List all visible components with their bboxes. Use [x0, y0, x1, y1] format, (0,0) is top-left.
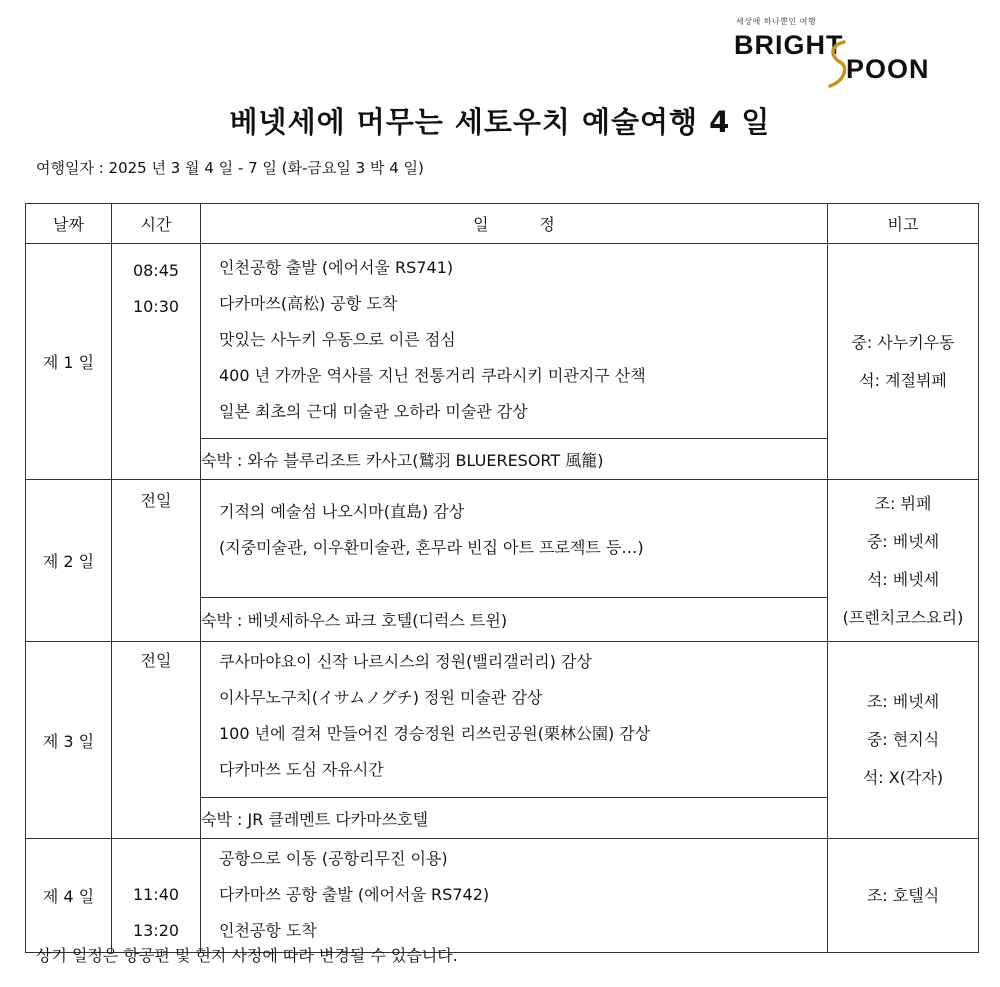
- footer-note: 상기 일정은 항공편 및 현지 사정에 따라 변경될 수 있습니다.: [36, 946, 458, 965]
- note-cell: [828, 480, 979, 642]
- plan-cell: [201, 244, 828, 439]
- note-cell: [828, 839, 979, 953]
- meal-note: 중: 사누키우동: [851, 332, 955, 352]
- plan-item: 다카마쓰 공항 출발 (에어서울 RS742): [219, 885, 490, 904]
- meal-note: 석: 베넷세: [866, 569, 940, 589]
- meal-note: 조: 베넷세: [866, 692, 940, 711]
- meal-note: 중: 베넷세: [866, 531, 940, 551]
- plan-cell: [201, 839, 828, 953]
- trip-date: 여행일자 : 2025 년 3 월 4 일 - 7 일 (화-금요일 3 박 4 일): [36, 159, 424, 177]
- table-row: [26, 839, 979, 953]
- plan-item: 400 년 가까운 역사를 지닌 전통거리 쿠라시키 미관지구 산책: [219, 366, 646, 385]
- note-cell: [828, 244, 979, 480]
- logo-word-poon: POON: [846, 54, 930, 84]
- plan-cell: [201, 480, 828, 598]
- plan-item: 기적의 예술섬 나오시마(直島) 감상: [219, 502, 465, 521]
- time-cell: [112, 642, 201, 839]
- brightspoon-logo: [730, 14, 940, 86]
- plan-item: 다카마쓰(高松) 공항 도착: [219, 294, 398, 313]
- day-label: 제 3 일: [26, 642, 112, 839]
- time-entry: 10:30: [132, 297, 180, 316]
- time-entry: [112, 841, 200, 877]
- meal-note: 석: X(각자): [862, 768, 944, 787]
- header-plan: 일 정: [201, 204, 828, 244]
- plan-item: 일본 최초의 근대 미술관 오하라 미술관 감상: [219, 402, 528, 421]
- note-cell: [828, 642, 979, 839]
- meal-note: 석: 계절뷔페: [859, 370, 947, 390]
- plan-item: (지중미술관, 이우환미술관, 혼무라 빈집 아트 프로젝트 등…): [219, 538, 644, 557]
- plan-item: 공항으로 이동 (공항리무진 이용): [219, 849, 448, 868]
- hotel-info: 숙박 : 베넷세하우스 파크 호텔(디럭스 트윈): [201, 598, 828, 642]
- plan-cell: [201, 642, 828, 798]
- plan-item: 인천공항 출발 (에어서울 RS741): [219, 258, 454, 277]
- time-cell: [112, 480, 201, 642]
- table-row: [26, 480, 979, 598]
- meal-note: 조: 호텔식: [866, 885, 940, 905]
- logo-tagline: 세상에 하나뿐인 여행: [736, 17, 817, 26]
- page-title: 베넷세에 머무는 세토우치 예술여행 4 일: [229, 105, 771, 139]
- plan-item: 맛있는 사누키 우동으로 이른 점심: [219, 330, 456, 349]
- hotel-info: 숙박 : JR 클레멘트 다카마쓰호텔: [201, 798, 828, 839]
- time-entry: 13:20: [132, 921, 180, 940]
- plan-item: 100 년에 걸쳐 만들어진 경승정원 리쓰린공원(栗林公園) 감상: [219, 724, 651, 743]
- header-note: 비고: [828, 204, 979, 244]
- table-row: [26, 642, 979, 798]
- time-entry: 전일: [140, 651, 172, 670]
- time-entry: 08:45: [132, 261, 180, 280]
- day-label: 제 4 일: [26, 839, 112, 953]
- header-day: 날짜: [26, 204, 112, 244]
- meal-note: 조: 뷔페: [874, 493, 932, 513]
- day-label: 제 2 일: [26, 480, 112, 642]
- plan-item: 쿠사마야요이 신작 나르시스의 정원(밸리갤러리) 감상: [219, 652, 592, 671]
- time-entry: 11:40: [132, 885, 180, 904]
- meal-note: (프렌치코스요리): [842, 607, 964, 627]
- time-cell: [112, 839, 201, 953]
- header-time: 시간: [112, 204, 201, 244]
- plan-item: 이사무노구치(イサムノグチ) 정원 미술관 감상: [219, 688, 543, 707]
- day-label: 제 1 일: [26, 244, 112, 480]
- itinerary-table: [25, 203, 979, 953]
- plan-item: 인천공항 도착: [219, 921, 317, 940]
- logo-word-bright: BRIGHT: [734, 30, 844, 60]
- table-row: [26, 244, 979, 439]
- plan-item: 다카마쓰 도심 자유시간: [219, 760, 384, 779]
- meal-note: 중: 현지식: [866, 730, 940, 749]
- table-header-row: [26, 204, 979, 244]
- time-cell: [112, 244, 201, 480]
- hotel-info: 숙박 : 와슈 블루리조트 카사고(鷲羽 BLUERESORT 風籠): [201, 439, 828, 480]
- time-entry: 전일: [140, 491, 172, 510]
